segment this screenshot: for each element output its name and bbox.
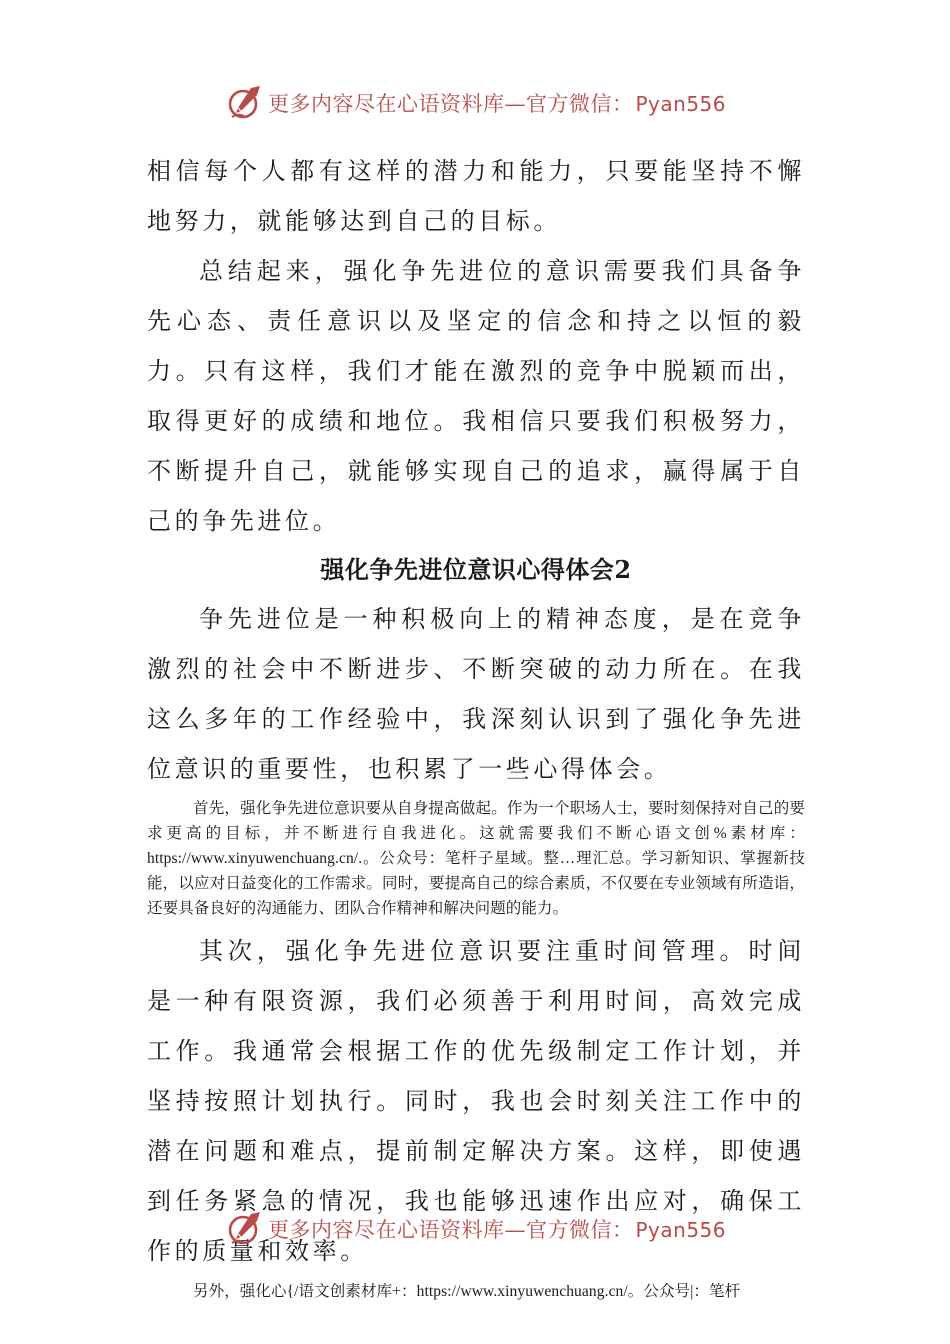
paragraph-2: 总结起来，强化争先进位的意识需要我们具备争先心态、责任意识以及坚定的信念和持之以恒的毅力。只有这样，我们才能在激烈的竞争中脱颖而出，取得更好的成绩和地位。我相信只要我们积极努力，不断提升自己，就能够实现自己的追求，赢得属于自己的争先进位。	[147, 257, 805, 535]
pen-nib-logo-icon	[224, 1209, 264, 1249]
paragraph-1: 相信每个人都有这样的潜力和能力，只要能坚持不懈地努力，就能够达到自己的目标。	[147, 157, 805, 235]
paragraph-6: 另外，强化心{/语文创素材库+：https://www.xinyuwenchuang.cn/。公众号|：笔杆	[193, 1283, 741, 1300]
paragraph-5: 其次，强化争先进位意识要注重时间管理。时间是一种有限资源，我们必须善于利用时间，高效完成工作。我通常会根据工作的优先级制定工作计划，并坚持按照计划执行。同时，我也会时刻关注工作中的潜在问题和难点，提前制定解决方案。这样，即使遇到任务紧急的情况，我也能够迅速作出应对，确保工作的质量和效率。	[147, 937, 805, 1265]
banner-text	[268, 1214, 726, 1244]
banner-wechat-id: Pyan556	[635, 92, 726, 116]
banner-text	[268, 88, 726, 118]
section-heading: 强化争先进位意识心得体会2	[320, 555, 632, 584]
banner-label: 更多内容尽在心语资料库—官方微信：	[267, 1218, 634, 1242]
banner-label: 更多内容尽在心语资料库—官方微信：	[267, 92, 634, 116]
paragraph-3: 争先进位是一种积极向上的精神态度，是在竞争激烈的社会中不断进步、不断突破的动力所在。在我这么多年的工作经验中，我深刻认识到了强化争先进位意识的重要性，也积累了一些心得体会。	[147, 605, 805, 783]
pen-nib-logo-icon	[224, 83, 264, 123]
header-banner	[0, 78, 950, 128]
paragraph-4: 首先，强化争先进位意识要从自身提高做起。作为一个职场人士，要时刻保持对自己的要求更高的目标，并不断进行自我进化。这就需要我们不断心语文创%素材库：https://www.xinyuwenchuang.cn/.。公众号：笔杆子星域。整…理汇总。学习新知识、掌握新技能，以应对日益变化的工作需求。同时，要提高自己的综合素质，不仅要在专业领域有所造诣，还要具备良好的沟通能力、团队合作精神和解决问题的能力。	[147, 800, 805, 917]
footer-banner	[0, 1204, 950, 1254]
document-body	[147, 146, 805, 1309]
banner-wechat-id: Pyan556	[635, 1218, 726, 1242]
